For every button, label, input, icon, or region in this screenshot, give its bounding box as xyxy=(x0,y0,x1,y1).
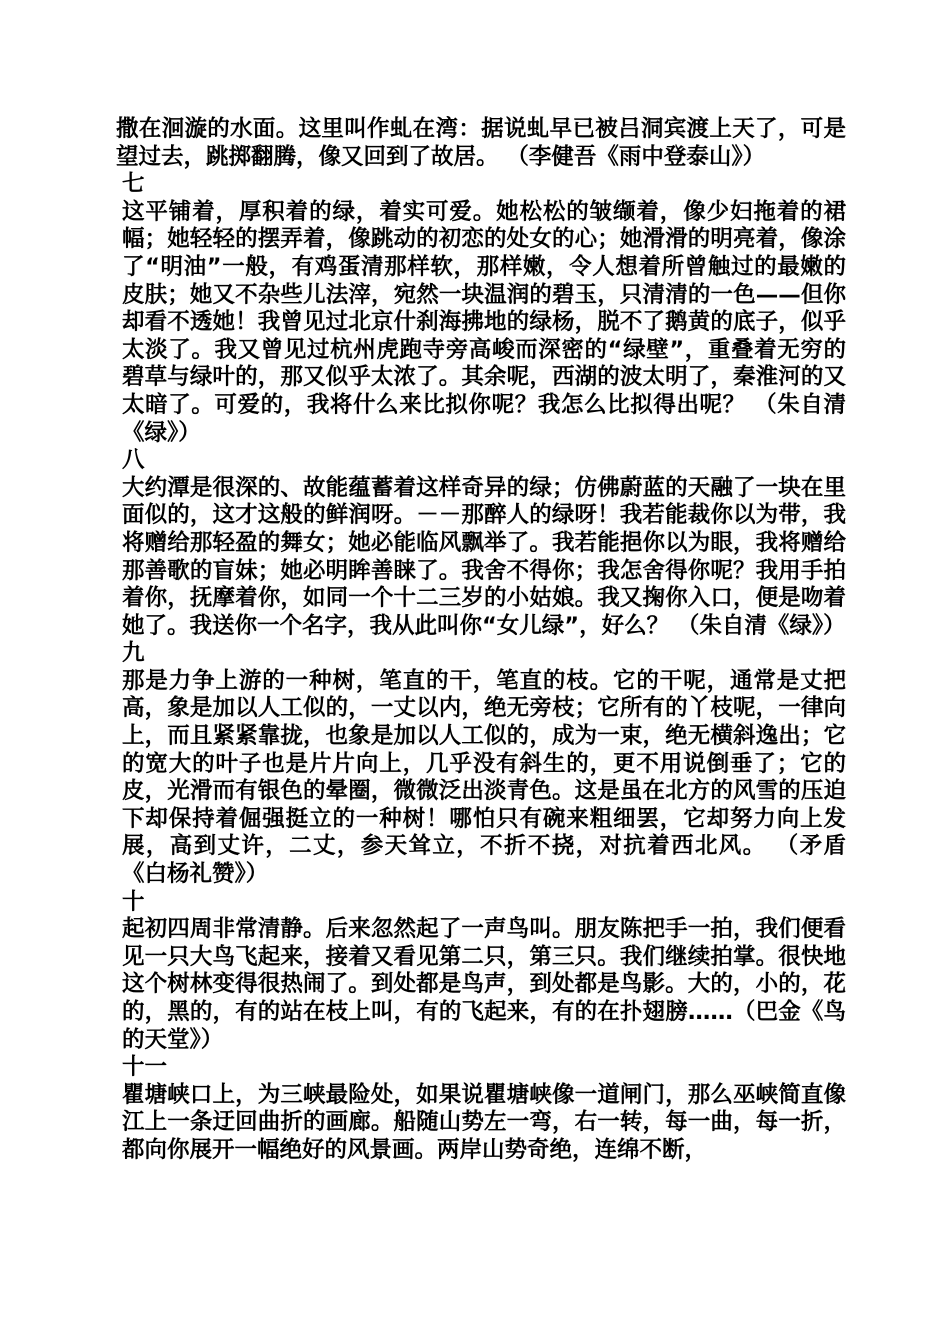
paragraph-9: 那是力争上游的一种树，笔直的干，笔直的枝。它的干呢，通常是丈把高，象是加以人工似的，一丈以内，绝无旁枝；它所有的丫枝呢，一律向上，而且紧紧靠拢，也象是加以人工似的，成为一束，绝无横斜逸出；它的宽大的叶子也是片片向上，几乎没有斜生的，更不用说倒垂了；它的皮，光滑而有银色的晕圈，微微泛出淡青色。这是虽在北方的风雪的压迫下却保持着倔强挺立的一种树！哪怕只有碗来粗细罢，它却努力向上发展，高到丈许，二丈，参天耸立，不折不挠，对抗着西北风。 （矛盾《白杨礼赞》） xyxy=(122,667,846,888)
section-heading-8: 八 xyxy=(122,447,145,474)
section-heading-7: 七 xyxy=(122,171,145,198)
paragraph-11: 瞿塘峡口上，为三峡最险处，如果说瞿塘峡像一道闸门，那么巫峡简直像江上一条迂回曲折的画廊。船随山势左一弯，右一转，每一曲，每一折，都向你展开一幅绝好的风景画。两岸山势奇绝，连绵不断， xyxy=(122,1081,846,1163)
paragraph-10: 起初四周非常清静。后来忽然起了一声鸟叫。朋友陈把手一拍，我们便看见一只大鸟飞起来，接着又看见第二只，第三只。我们继续拍掌。很快地这个树林变得很热闹了。到处都是鸟声，到处都是鸟影。大的，小的，花的，黑的，有的站在枝上叫，有的飞起来，有的在扑翅膀……（巴金《鸟的天堂》） xyxy=(122,916,846,1053)
paragraph-7: 这平铺着，厚积着的绿，着实可爱。她松松的皱缬着，像少妇拖着的裙幅；她轻轻的摆弄着，像跳动的初恋的处女的心；她滑滑的明亮着，像涂了“明油”一般，有鸡蛋清那样软，那样嫩，令人想着所曾触过的最嫩的皮肤；她又不杂些儿法滓，宛然一块温润的碧玉，只清清的一色——但你却看不透她！我曾见过北京什刹海拂地的绿杨，脱不了鹅黄的底子，似乎太淡了。我又曾见过杭州虎跑寺旁高峻而深密的“绿壁”，重叠着无穷的碧草与绿叶的，那又似乎太浓了。其余呢，西湖的波太明了，秦淮河的又太暗了。可爱的，我将什么来比拟你呢？我怎么比拟得出呢？ （朱自清《绿》） xyxy=(122,198,846,446)
document-body xyxy=(116,116,846,1165)
section-heading-11: 十一 xyxy=(122,1054,168,1081)
paragraph-6-tail: 撒在洄漩的水面。这里叫作虬在湾：据说虬早已被吕洞宾渡上天了，可是望过去，跳掷翻腾，像又回到了故居。 （李健吾《雨中登泰山》） xyxy=(116,116,846,170)
paragraph-8: 大约潭是很深的、故能蕴蓄着这样奇异的绿；仿佛蔚蓝的天融了一块在里面似的，这才这般的鲜润呀。－－那醉人的绿呀！我若能裁你以为带，我将赠给那轻盈的舞女；她必能临风飘举了。我若能挹你以为眼，我将赠给那善歌的盲妹；她必明眸善睐了。我舍不得你；我怎舍得你呢？我用手拍着你，抚摩着你，如同一个十二三岁的小姑娘。我又掬你入口，便是吻着她了。我送你一个名字，我从此叫你“女儿绿”，好么？ （朱自清《绿》） xyxy=(122,474,846,639)
section-heading-9: 九 xyxy=(122,640,145,667)
section-heading-10: 十 xyxy=(122,888,145,915)
